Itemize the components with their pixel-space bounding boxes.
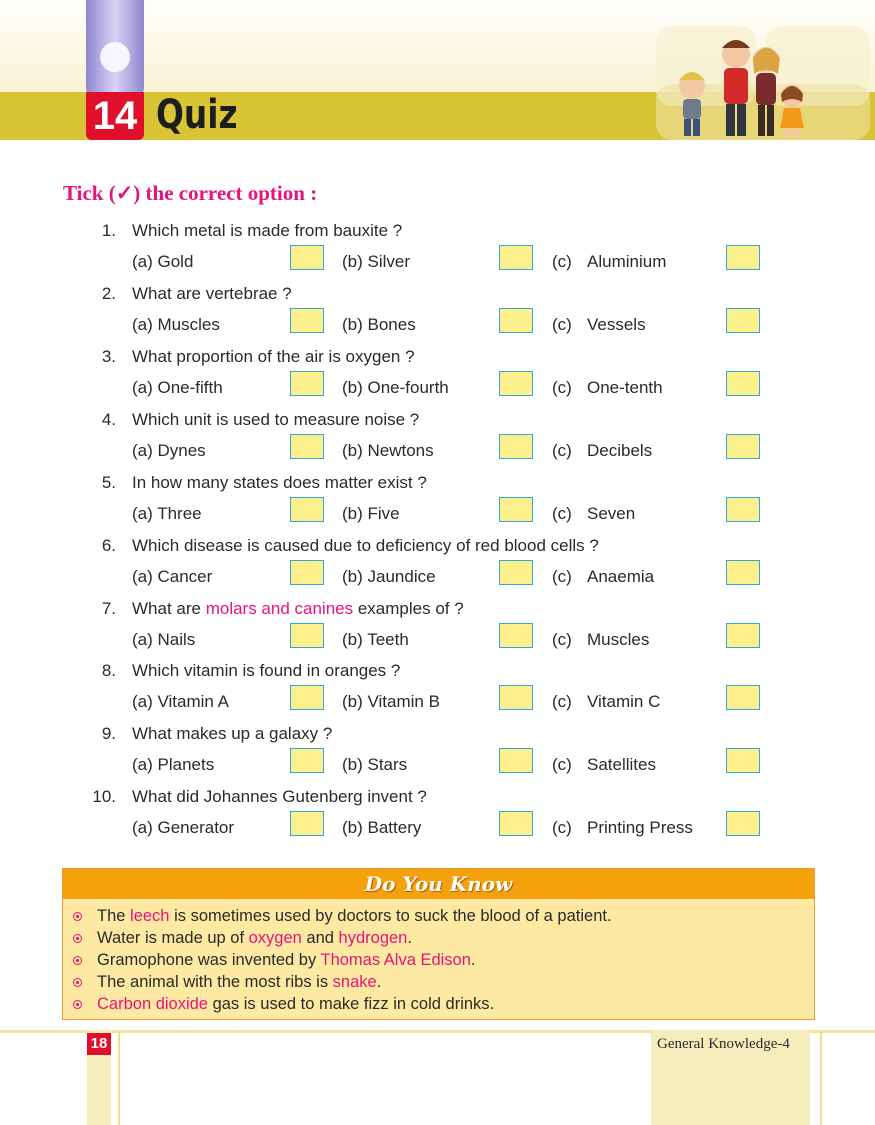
option-c-letter: (c) xyxy=(552,567,572,586)
fact-text: is sometimes used by doctors to suck the blood of a patient. xyxy=(169,907,612,925)
bullet-icon xyxy=(73,934,82,943)
option-b-checkbox[interactable] xyxy=(499,245,533,270)
option-a-checkbox[interactable] xyxy=(290,560,324,585)
question-number: 3. xyxy=(101,347,116,366)
option-c-label: One-tenth xyxy=(587,378,663,397)
option-b-label: (b) One-fourth xyxy=(342,378,449,397)
question-number: 7. xyxy=(101,599,116,618)
question-number: 1. xyxy=(101,221,116,240)
question-item xyxy=(0,407,875,470)
question-text-highlight: molars and canines xyxy=(205,599,354,618)
bullet-icon xyxy=(73,1000,82,1009)
fact-text: The animal with the most ribs is xyxy=(97,973,333,991)
option-a-label: (a) Gold xyxy=(132,252,194,271)
option-b-checkbox[interactable] xyxy=(499,371,533,396)
option-c-label: Seven xyxy=(587,504,636,523)
page-title: Quiz xyxy=(156,92,238,138)
fact-item xyxy=(63,927,612,949)
fact-item xyxy=(63,949,612,971)
option-b-label: (b) Battery xyxy=(342,818,422,837)
question-text: Which metal is made from bauxite ? xyxy=(132,221,403,240)
option-c-checkbox[interactable] xyxy=(726,560,760,585)
option-b-label: (b) Newtons xyxy=(342,441,434,460)
footer-left-frame xyxy=(118,1030,128,1125)
option-b-label: (b) Five xyxy=(342,504,400,523)
question-text: What proportion of the air is oxygen ? xyxy=(132,347,415,366)
option-c-checkbox[interactable] xyxy=(726,245,760,270)
question-item xyxy=(0,533,875,596)
chapter-tab-decoration xyxy=(86,0,144,96)
option-a-label: (a) Cancer xyxy=(132,567,213,586)
option-c-letter: (c) xyxy=(552,378,572,397)
option-c-label: Muscles xyxy=(587,630,650,649)
bullet-icon xyxy=(73,956,82,965)
option-c-checkbox[interactable] xyxy=(726,308,760,333)
do-you-know-list xyxy=(63,905,612,1015)
question-text: What makes up a galaxy ? xyxy=(132,724,333,743)
question-item xyxy=(0,344,875,407)
option-b-checkbox[interactable] xyxy=(499,497,533,522)
question-text: Which disease is caused due to deficiency of red blood cells ? xyxy=(132,536,599,555)
footer-right-frame xyxy=(820,1030,875,1125)
option-c-letter: (c) xyxy=(552,630,572,649)
option-c-checkbox[interactable] xyxy=(726,497,760,522)
option-c-label: Vitamin C xyxy=(587,692,661,711)
book-title: General Knowledge-4 xyxy=(657,1036,790,1052)
option-b-checkbox[interactable] xyxy=(499,811,533,836)
option-c-letter: (c) xyxy=(552,692,572,711)
option-b-label: (b) Vitamin B xyxy=(342,692,440,711)
question-number: 10. xyxy=(92,787,116,806)
option-b-label: (b) Jaundice xyxy=(342,567,436,586)
bullet-icon xyxy=(73,912,82,921)
option-b-checkbox[interactable] xyxy=(499,685,533,710)
option-b-checkbox[interactable] xyxy=(499,623,533,648)
fact-item xyxy=(63,993,612,1015)
question-item xyxy=(0,596,875,659)
instruction-heading: Tick (✓) the correct option : xyxy=(63,181,318,205)
option-c-checkbox[interactable] xyxy=(726,811,760,836)
question-text: Which unit is used to measure noise ? xyxy=(132,410,420,429)
option-c-letter: (c) xyxy=(552,818,572,837)
fact-highlight: Carbon dioxide xyxy=(97,995,208,1013)
option-a-checkbox[interactable] xyxy=(290,811,324,836)
option-a-checkbox[interactable] xyxy=(290,623,324,648)
option-a-label: (a) Muscles xyxy=(132,315,220,334)
bullet-icon xyxy=(73,978,82,987)
question-number: 4. xyxy=(101,410,116,429)
option-c-label: Satellites xyxy=(587,755,656,774)
question-text-before: What are xyxy=(132,599,206,618)
question-number: 2. xyxy=(101,284,116,303)
question-item xyxy=(0,281,875,344)
option-c-label: Decibels xyxy=(587,441,653,460)
option-a-checkbox[interactable] xyxy=(290,308,324,333)
do-you-know-panel xyxy=(62,868,815,1020)
option-c-checkbox[interactable] xyxy=(726,434,760,459)
chapter-number: 14 xyxy=(86,92,144,140)
option-c-letter: (c) xyxy=(552,252,572,271)
option-c-checkbox[interactable] xyxy=(726,623,760,648)
option-c-label: Printing Press xyxy=(587,818,693,837)
fact-highlight: Thomas Alva Edison xyxy=(320,951,471,969)
page-number: 18 xyxy=(87,1033,111,1055)
fact-text: Gramophone was invented by xyxy=(97,951,321,969)
option-a-checkbox[interactable] xyxy=(290,685,324,710)
option-b-checkbox[interactable] xyxy=(499,560,533,585)
question-number: 6. xyxy=(101,536,116,555)
fact-highlight: hydrogen xyxy=(338,929,408,947)
fact-item xyxy=(63,905,612,927)
fact-text: . xyxy=(407,929,412,947)
option-b-label: (b) Teeth xyxy=(342,630,409,649)
option-a-label: (a) Planets xyxy=(132,755,215,774)
option-c-letter: (c) xyxy=(552,441,572,460)
fact-highlight: leech xyxy=(130,907,170,925)
question-item xyxy=(0,784,875,847)
option-b-label: (b) Stars xyxy=(342,755,408,774)
option-a-checkbox[interactable] xyxy=(290,497,324,522)
option-c-checkbox[interactable] xyxy=(726,748,760,773)
do-you-know-title: Do You Know xyxy=(63,869,814,899)
option-b-label: (b) Bones xyxy=(342,315,416,334)
option-c-letter: (c) xyxy=(552,504,572,523)
question-number: 5. xyxy=(101,473,116,492)
option-a-label: (a) Three xyxy=(132,504,202,523)
option-c-letter: (c) xyxy=(552,755,572,774)
question-item xyxy=(0,218,875,281)
question-number: 9. xyxy=(101,724,116,743)
option-b-checkbox[interactable] xyxy=(499,748,533,773)
fact-text: . xyxy=(376,973,382,991)
option-a-checkbox[interactable] xyxy=(290,245,324,270)
question-item xyxy=(0,721,875,784)
fact-text: . xyxy=(470,951,476,969)
question-text: Which vitamin is found in oranges ? xyxy=(132,661,401,680)
question-text: What did Johannes Gutenberg invent ? xyxy=(132,787,427,806)
fact-text: gas is used to make fizz in cold drinks. xyxy=(208,995,495,1013)
fact-text: Water is made up of xyxy=(97,929,249,947)
option-c-label: Aluminium xyxy=(587,252,667,271)
question-number: 8. xyxy=(101,661,116,680)
option-a-label: (a) Generator xyxy=(132,818,235,837)
question-text: What are vertebrae ? xyxy=(132,284,292,303)
option-a-label: (a) Nails xyxy=(132,630,196,649)
fact-text: The xyxy=(97,907,131,925)
option-a-label: (a) Vitamin A xyxy=(132,692,230,711)
option-a-label: (a) Dynes xyxy=(132,441,206,460)
question-text: In how many states does matter exist ? xyxy=(132,473,427,492)
family-illustration xyxy=(654,24,872,142)
fact-text: and xyxy=(301,929,339,947)
option-c-checkbox[interactable] xyxy=(726,371,760,396)
fact-highlight: oxygen xyxy=(248,929,302,947)
option-c-checkbox[interactable] xyxy=(726,685,760,710)
question-item xyxy=(0,658,875,721)
question-text xyxy=(132,596,464,622)
option-a-checkbox[interactable] xyxy=(290,371,324,396)
option-b-checkbox[interactable] xyxy=(499,308,533,333)
fact-item xyxy=(63,971,612,993)
option-a-label: (a) One-fifth xyxy=(132,378,223,397)
option-c-letter: (c) xyxy=(552,315,572,334)
option-b-checkbox[interactable] xyxy=(499,434,533,459)
option-a-checkbox[interactable] xyxy=(290,434,324,459)
option-c-label: Vessels xyxy=(587,315,646,334)
fact-highlight: snake xyxy=(332,973,377,991)
question-item xyxy=(0,470,875,533)
option-c-label: Anaemia xyxy=(587,567,655,586)
option-a-checkbox[interactable] xyxy=(290,748,324,773)
option-b-label: (b) Silver xyxy=(342,252,411,271)
question-text-after: examples of ? xyxy=(353,599,464,618)
